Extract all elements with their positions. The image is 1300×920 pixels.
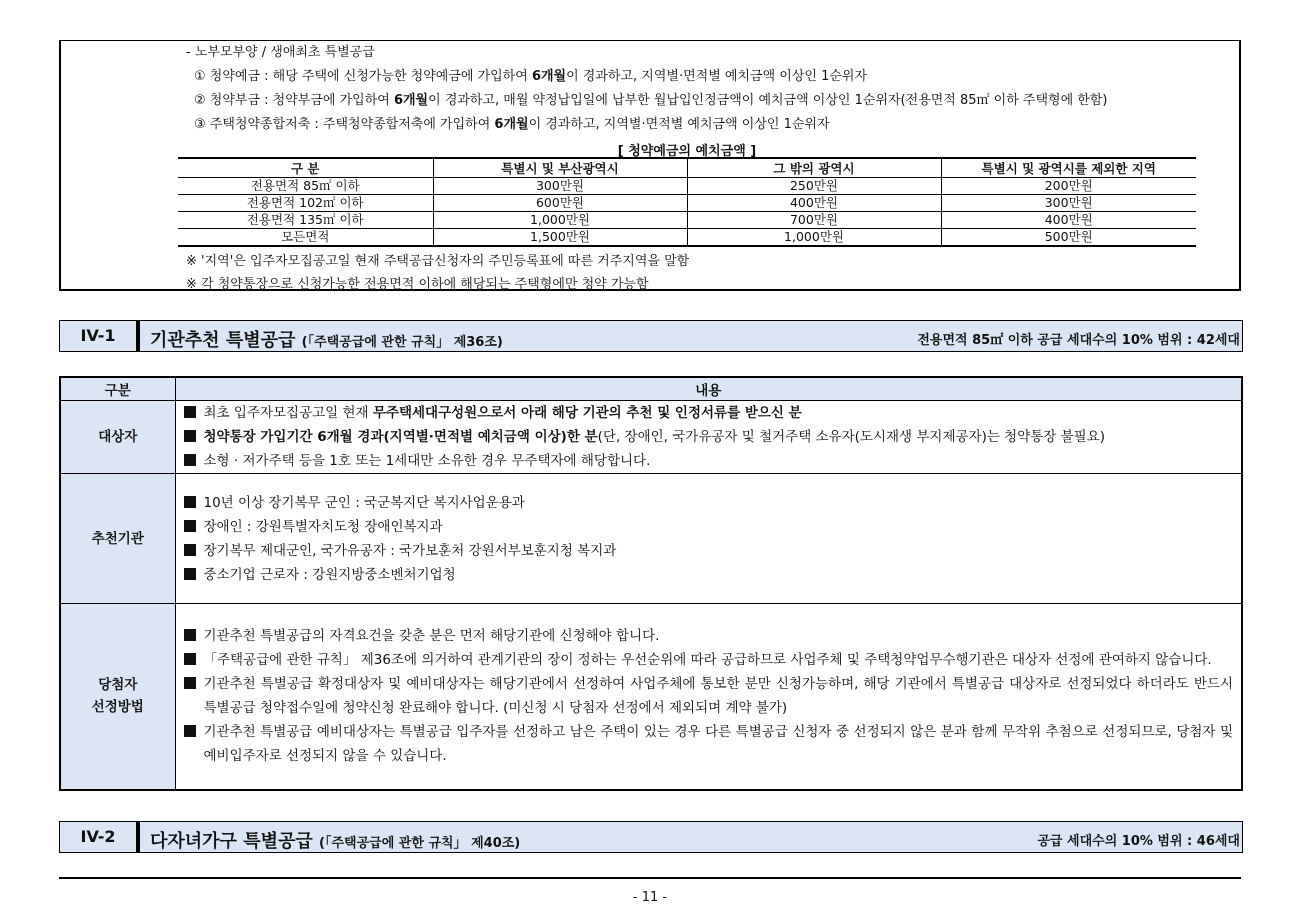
deposit-note: ※ 각 청약통장으로 신청가능한 전용면적 이하에 해당되는 주택형에만 청약 가능함 — [186, 277, 649, 292]
row-label-target: 대상자 — [60, 401, 175, 474]
list-item: 기관추천 특별공급 확정대상자 및 예비대상자는 해당기관에서 선정하여 사업주체에 통보한 분만 신청가능하며, 해당 기관에서 특별공급 대상자로 선정되었다 하더라도 반드시 특별공급 청약접수일에 청약신청 완료해야 합니다. (미신청 시 당첨자 선정에서 제외되며 계약 불가) — [184, 672, 1234, 720]
deposit-row — [178, 195, 1196, 212]
bullet-square-icon — [184, 496, 196, 508]
deposit-cell: 1,500만원 — [433, 229, 687, 247]
deposit-header: 구 분 — [178, 158, 433, 178]
section-title-bar — [137, 320, 1243, 352]
section-supply-count: 공급 세대수의 10% 범위 : 46세대 — [1037, 834, 1240, 849]
bullet-square-icon — [184, 406, 196, 418]
list-item: 기관추천 특별공급의 자격요건을 갖춘 분은 먼저 해당기관에 신청해야 합니다. — [184, 624, 1234, 648]
deposit-row — [178, 229, 1196, 247]
deposit-cell: 전용면적 85㎡ 이하 — [178, 178, 433, 195]
page-number: - 11 - — [632, 890, 668, 905]
row-label-selection: 당첨자 선정방법 — [60, 604, 175, 790]
deposit-header: 특별시 및 광역시를 제외한 지역 — [941, 158, 1196, 178]
list-item: 「주택공급에 관한 규칙」 제36조에 의거하여 관계기관의 장이 정하는 우선순위에 따라 공급하므로 사업주체 및 주택청약업무수행기관은 대상자 선정에 관여하지 않습니다. — [184, 648, 1234, 672]
section-title: 다자녀가구 특별공급 (「주택공급에 관한 규칙」 제40조) — [150, 831, 521, 852]
list-item: 장애인 : 강원특별자치도청 장애인복지과 — [184, 515, 1234, 539]
deposit-row — [178, 212, 1196, 229]
deposit-cell: 1,000만원 — [687, 229, 941, 247]
list-item: 소형 · 저가주택 등을 1호 또는 1세대만 소유한 경우 무주택자에 해당합니다. — [184, 449, 1234, 473]
list-item: 10년 이상 장기복무 군인 : 국군복지단 복지사업운용과 — [184, 491, 1234, 515]
deposit-row — [178, 178, 1196, 195]
section-reference: (「주택공급에 관한 규칙」 제36조) — [301, 335, 503, 350]
section-supply-count: 전용면적 85㎡ 이하 공급 세대수의 10% 범위 : 42세대 — [917, 333, 1240, 348]
row-label-agency: 추천기관 — [60, 474, 175, 604]
section-number: IV-2 — [59, 821, 137, 853]
deposit-table — [178, 157, 1196, 247]
bullet-square-icon — [184, 430, 196, 442]
bullet-square-icon — [184, 568, 196, 580]
deposit-cell: 전용면적 135㎡ 이하 — [178, 212, 433, 229]
section-number: IV-1 — [59, 320, 137, 352]
list-item: 최초 입주자모집공고일 현재 무주택세대구성원으로서 아래 해당 기관의 추천 및 인정서류를 받으신 분 — [184, 401, 1234, 425]
bullet-square-icon — [184, 629, 196, 641]
list-item: 기관추천 특별공급 예비대상자는 특별공급 입주자를 선정하고 남은 주택이 있는 경우 다른 특별공급 신청자 중 선정되지 않은 분과 함께 무작위 추첨으로 선정되므로, 당첨자 및 예비입주자로 선정되지 않을 수 있습니다. — [184, 720, 1234, 768]
bullet-square-icon — [184, 544, 196, 556]
bullet-square-icon — [184, 454, 196, 466]
selection-content — [175, 604, 1242, 790]
section-header-iv1 — [59, 320, 1241, 352]
column-header: 내용 — [175, 377, 1242, 401]
deposit-cell: 전용면적 102㎡ 이하 — [178, 195, 433, 212]
target-content — [175, 401, 1242, 474]
section-header-iv2 — [59, 821, 1241, 853]
footer-divider — [59, 877, 1241, 879]
institution-recommendation-table — [59, 376, 1243, 791]
deposit-header: 그 밖의 광역시 — [687, 158, 941, 178]
section-title-bar — [137, 821, 1243, 853]
eligibility-item: ③ 주택청약종합저축 : 주택청약종합저축에 가입하여 6개월이 경과하고, 지역별·면적별 예치금액 이상인 1순위자 — [194, 117, 830, 132]
section-reference: (「주택공급에 관한 규칙」 제40조) — [319, 836, 521, 851]
bullet-square-icon — [184, 725, 196, 737]
list-item: 장기복무 제대군인, 국가유공자 : 국가보훈처 강원서부보훈지청 복지과 — [184, 539, 1234, 563]
bullet-square-icon — [184, 677, 196, 689]
bullet-square-icon — [184, 653, 196, 665]
eligibility-heading: - 노부모부양 / 생애최초 특별공급 — [186, 45, 375, 60]
deposit-cell: 1,000만원 — [433, 212, 687, 229]
agency-content — [175, 474, 1242, 604]
list-item: 청약통장 가입기간 6개월 경과(지역별·면적별 예치금액 이상)한 분(단, 장애인, 국가유공자 및 철거주택 소유자(도시재생 부지제공자)는 청약통장 불필요) — [184, 425, 1234, 449]
deposit-cell: 500만원 — [941, 229, 1196, 247]
deposit-cell: 600만원 — [433, 195, 687, 212]
eligibility-item: ② 청약부금 : 청약부금에 가입하여 6개월이 경과하고, 매월 약정납입일에 납부한 월납입인정금액이 예치금액 이상인 1순위자(전용면적 85㎡ 이하 주택형에 한함) — [194, 93, 1108, 108]
deposit-header: 특별시 및 부산광역시 — [433, 158, 687, 178]
deposit-cell: 400만원 — [941, 212, 1196, 229]
list-item: 중소기업 근로자 : 강원지방중소벤처기업청 — [184, 563, 1234, 587]
section-title: 기관추천 특별공급 (「주택공급에 관한 규칙」 제36조) — [150, 330, 503, 351]
deposit-cell: 200만원 — [941, 178, 1196, 195]
deposit-cell: 400만원 — [687, 195, 941, 212]
column-header: 구분 — [60, 377, 175, 401]
deposit-cell: 300만원 — [433, 178, 687, 195]
deposit-cell: 700만원 — [687, 212, 941, 229]
deposit-table-title: [ 청약예금의 예치금액 ] — [617, 144, 757, 159]
deposit-cell: 250만원 — [687, 178, 941, 195]
bullet-square-icon — [184, 520, 196, 532]
eligibility-item: ① 청약예금 : 해당 주택에 신청가능한 청약예금에 가입하여 6개월이 경과하고, 지역별·면적별 예치금액 이상인 1순위자 — [194, 69, 868, 84]
deposit-cell: 300만원 — [941, 195, 1196, 212]
deposit-cell: 모든면적 — [178, 229, 433, 247]
deposit-note: ※ '지역'은 입주자모집공고일 현재 주택공급신청자의 주민등록표에 따른 거주지역을 말함 — [186, 254, 690, 269]
